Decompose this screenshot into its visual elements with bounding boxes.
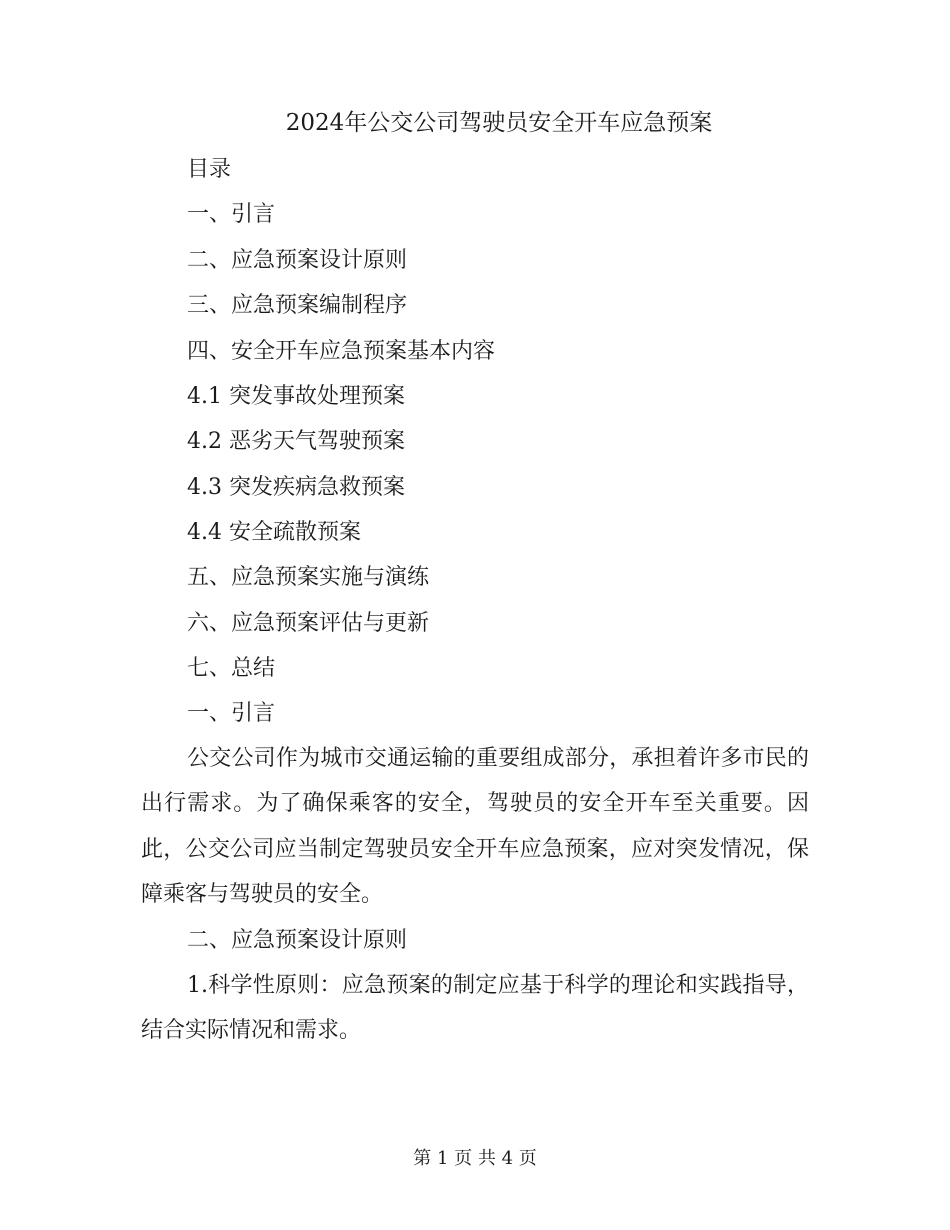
toc-item-implementation: 五、应急预案实施与演练 [187, 565, 430, 590]
toc-heading: 目录 [187, 157, 232, 182]
principle-item-1: 1.科学性原则：应急预案的制定应基于科学的理论和实践指导，结合实际情况和需求。 [141, 973, 809, 1044]
toc-item-intro: 一、引言 [187, 202, 276, 227]
toc-item-procedure: 三、应急预案编制程序 [187, 293, 408, 318]
toc-item-4-4: 4.4 安全疏散预案 [187, 520, 361, 545]
toc-item-summary: 七、总结 [187, 656, 276, 681]
section-heading-principles: 二、应急预案设计原则 [187, 928, 408, 953]
toc-item-4-1: 4.1 突发事故处理预案 [187, 384, 405, 409]
section-heading-intro: 一、引言 [187, 701, 276, 726]
document-title: 2024年公交公司驾驶员安全开车应急预案 [285, 110, 713, 136]
toc-item-evaluation: 六、应急预案评估与更新 [187, 611, 430, 636]
toc-item-principles: 二、应急预案设计原则 [187, 248, 408, 273]
page-footer: 第 1 页 共 4 页 [413, 1148, 537, 1169]
toc-item-4-3: 4.3 突发疾病急救预案 [187, 475, 405, 500]
intro-paragraph: 公交公司作为城市交通运输的重要组成部分，承担着许多市民的出行需求。为了确保乘客的安全，驾驶员的安全开车至关重要。因此，公交公司应当制定驾驶员安全开车应急预案，应对突发情况，保障乘客与驾驶员的安全。 [141, 746, 809, 907]
toc-item-basic-content: 四、安全开车应急预案基本内容 [187, 339, 496, 364]
toc-item-4-2: 4.2 恶劣天气驾驶预案 [187, 429, 405, 454]
